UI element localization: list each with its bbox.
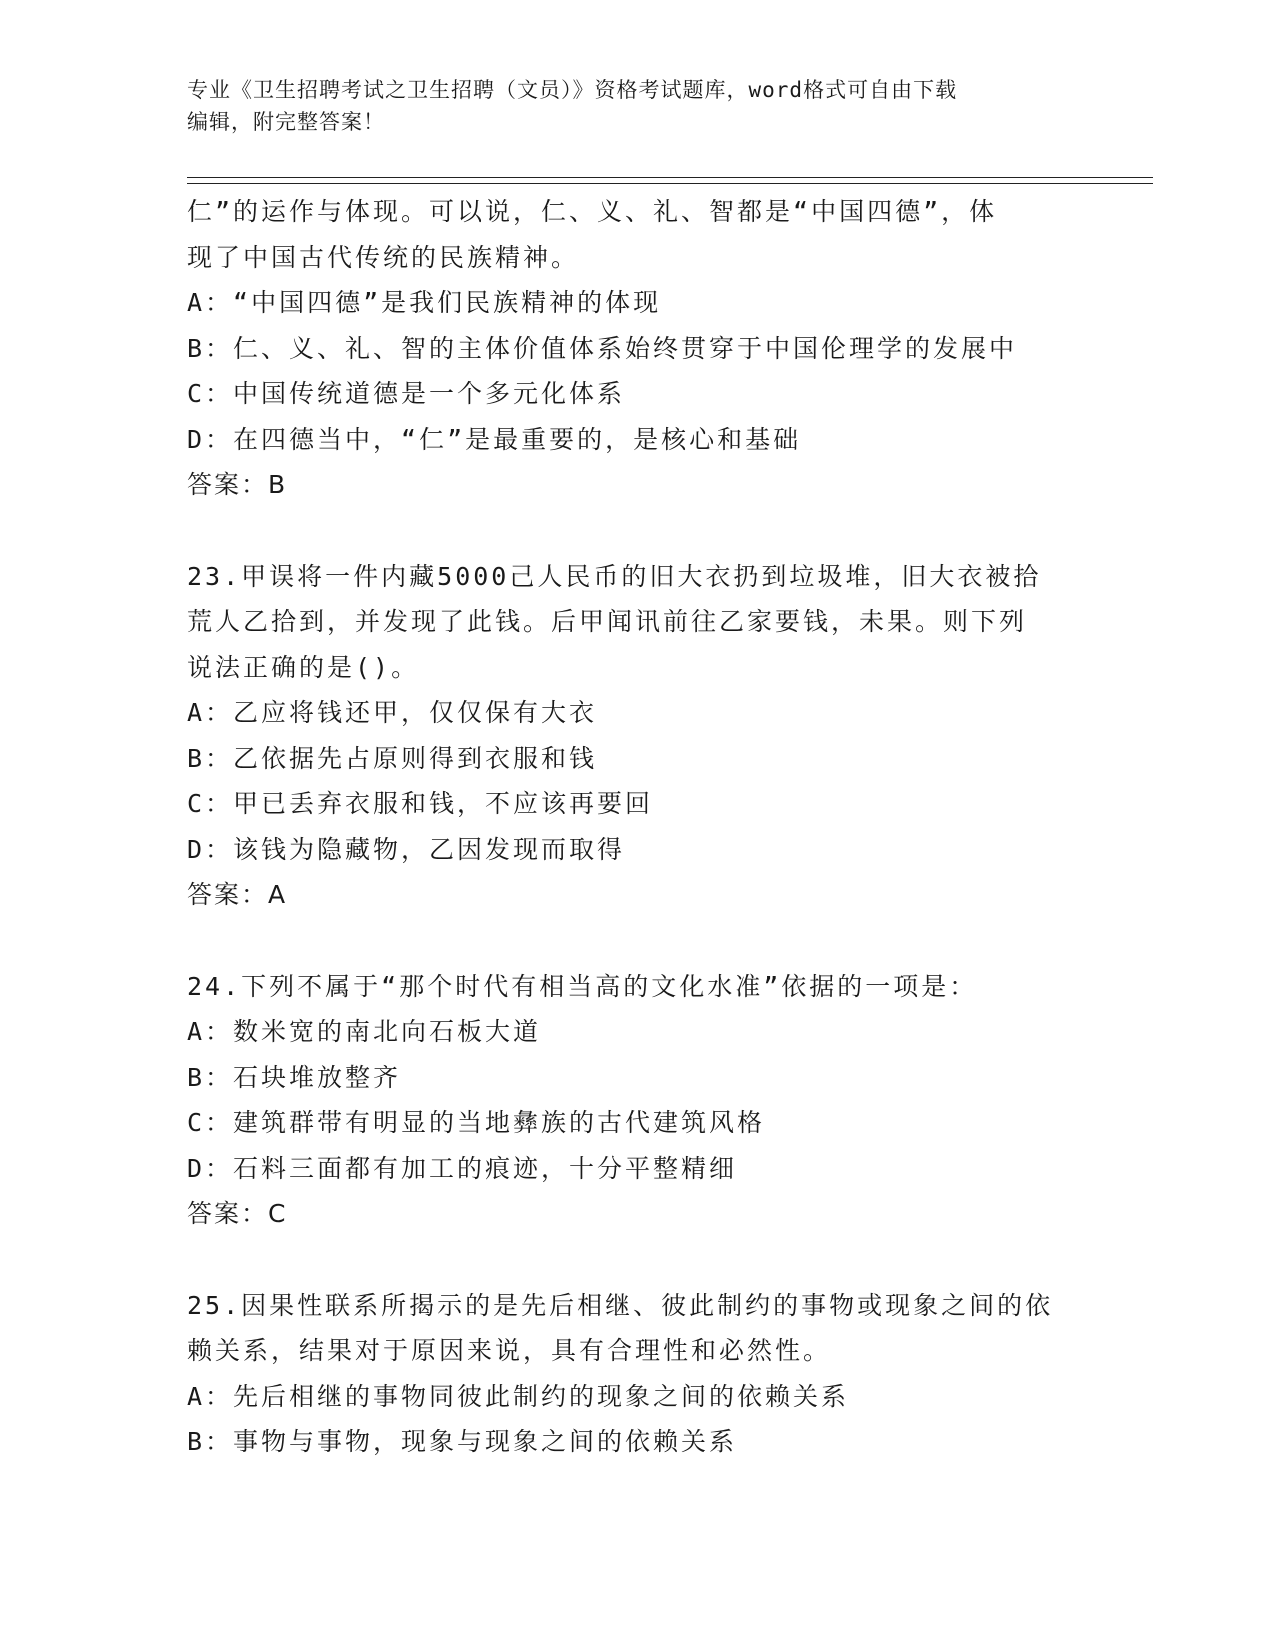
header-divider-bottom [187,183,1153,184]
question-text-line: 25.因果性联系所揭示的是先后相继、彼此制约的事物或现象之间的依 [187,1290,1054,1320]
question-spacer [187,918,1087,964]
option-c: C：建筑群带有明显的当地彝族的古代建筑风格 [187,1108,766,1137]
question-text-line: 现了中国古代传统的民族精神。 [187,242,580,272]
option-b: B：乙依据先占原则得到衣服和钱 [187,743,598,773]
option-a: A：数米宽的南北向石板大道 [187,1017,542,1046]
option-d: D：石料三面都有加工的痕迹，十分平整精细 [187,1153,738,1183]
question-spacer [187,508,1087,554]
question-22 [187,189,1087,508]
question-text-line: 仁”的运作与体现。可以说，仁、义、礼、智都是“中国四德”，体 [187,197,998,226]
answer-line: 答案：C [187,1199,288,1228]
answer-line: 答案：B [187,470,288,499]
option-a: A：先后相继的事物同彼此制约的现象之间的依赖关系 [187,1381,850,1411]
document-header [187,74,1087,138]
option-c: C：甲已丢弃衣服和钱，不应该再要回 [187,789,654,818]
option-c: C：中国传统道德是一个多元化体系 [187,379,626,408]
question-spacer [187,1237,1087,1283]
question-text-line: 24.下列不属于“那个时代有相当高的文化水准”依据的一项是： [187,971,978,1001]
answer-line: 答案：A [187,880,288,909]
option-d: D：在四德当中，“仁”是最重要的，是核心和基础 [187,424,802,454]
question-24 [187,964,1087,1237]
option-a: A：乙应将钱还甲，仅仅保有大衣 [187,698,598,727]
option-d: D：该钱为隐藏物，乙因发现而取得 [187,834,626,864]
question-text-line: 说法正确的是()。 [187,652,420,682]
option-b: B：事物与事物，现象与现象之间的依赖关系 [187,1427,738,1456]
question-text-line: 23.甲误将一件内藏5000己人民币的旧大衣扔到垃圾堆，旧大衣被拾 [187,561,1042,591]
option-a: A：“中国四德”是我们民族精神的体现 [187,288,662,317]
header-line-2: 编辑，附完整答案！ [187,110,385,134]
option-b: B：石块堆放整齐 [187,1062,402,1092]
header-divider-top [187,177,1153,178]
option-b: B：仁、义、礼、智的主体价值体系始终贯穿于中国伦理学的发展中 [187,333,1018,363]
question-25 [187,1283,1087,1465]
question-list [187,189,1087,1465]
header-line-1: 专业《卫生招聘考试之卫生招聘（文员）》资格考试题库，word格式可自由下载 [187,78,958,102]
question-text-line: 赖关系，结果对于原因来说，具有合理性和必然性。 [187,1336,832,1365]
question-text-line: 荒人乙拾到，并发现了此钱。后甲闻讯前往乙家要钱，未果。则下列 [187,607,1028,636]
question-23 [187,554,1087,918]
